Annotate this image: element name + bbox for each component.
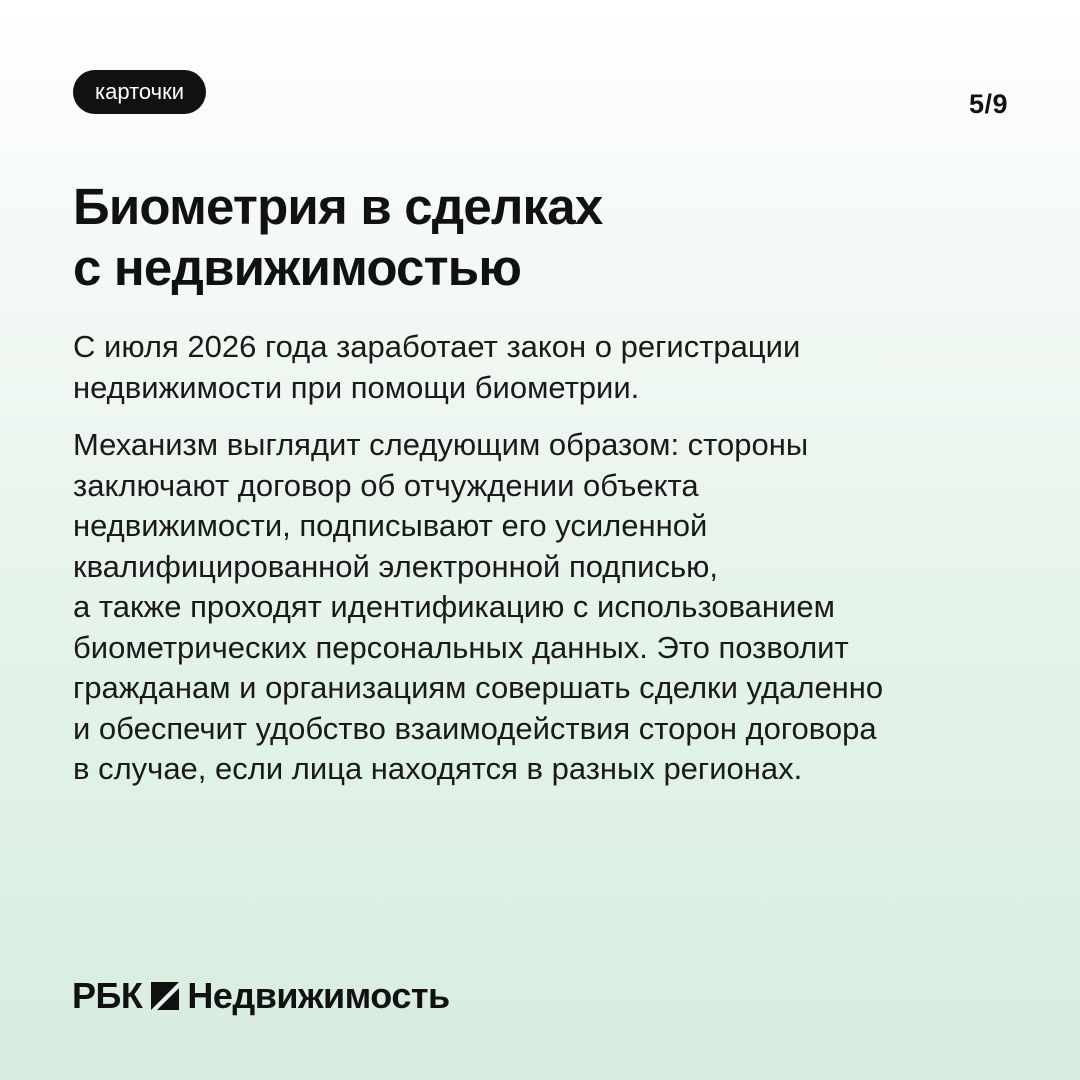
brand-logo — [72, 974, 450, 1018]
page-title — [73, 176, 973, 298]
paragraph-line: и обеспечит удобство взаимодействия сторон договора — [73, 710, 877, 746]
brand-name-rbc: РБК — [72, 975, 143, 1016]
title-line: с недвижимостью — [73, 239, 522, 296]
paragraph-line: С июля 2026 года заработает закон о регистрации — [73, 329, 801, 364]
paragraph-line: а также проходят идентификацию с использованием — [73, 589, 835, 624]
paragraph-line: в случае, если лица находятся в разных регионах. — [73, 751, 803, 786]
paragraph-line: квалифицированной электронной подписью, — [73, 548, 718, 584]
page-counter: 5/9 — [968, 89, 1008, 119]
paragraph-mechanism — [73, 425, 1023, 790]
paragraph-intro — [73, 327, 1023, 408]
article-body — [73, 327, 1023, 807]
paragraph-line: заключают договор об отчуждении объекта — [73, 467, 699, 503]
brand-name-section: Недвижимость — [187, 975, 450, 1016]
paragraph-line: недвижимости, подписывают его усиленной — [73, 508, 708, 543]
category-tag[interactable]: карточки — [73, 70, 206, 114]
rbc-slash-icon — [151, 982, 179, 1010]
paragraph-line: гражданам и организациям совершать сделки удаленно — [73, 670, 884, 705]
title-line: Биометрия в сделках — [73, 178, 603, 235]
paragraph-line: биометрических персональных данных. Это позволит — [73, 629, 849, 665]
paragraph-line: Механизм выглядит следующим образом: стороны — [73, 427, 809, 462]
paragraph-line: недвижимости при помощи биометрии. — [73, 369, 640, 405]
